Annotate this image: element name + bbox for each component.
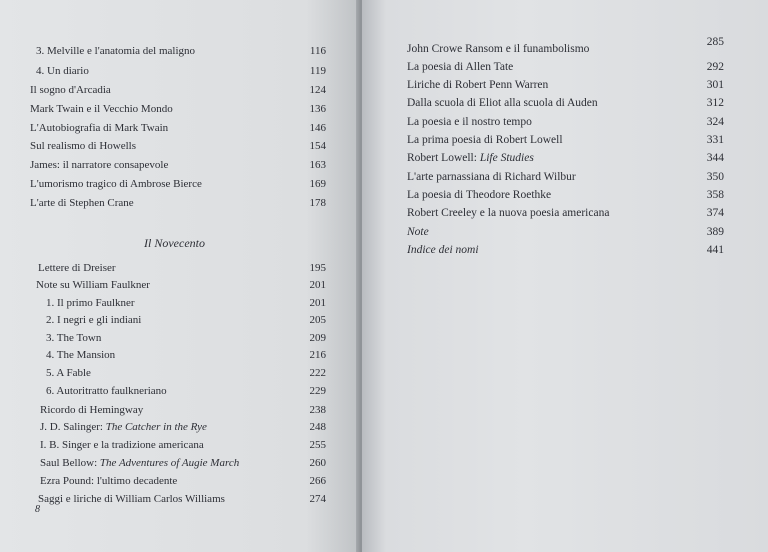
toc-entry-title xyxy=(46,367,91,379)
toc-entry-title xyxy=(407,61,513,73)
toc-entry-title-text: La prima poesia di Robert Lowell xyxy=(407,134,563,146)
toc-entry-title xyxy=(30,122,168,134)
toc-entry-title xyxy=(40,421,207,433)
toc-entry-page-number: 292 xyxy=(706,61,724,73)
toc-entry-title-italic: Note xyxy=(407,226,429,238)
toc-entry-title-text: J. D. Salinger: xyxy=(40,421,103,433)
toc-entry-page-number: 201 xyxy=(309,297,326,309)
toc-entry-title-text: 3. Melville e l'anatomia del maligno xyxy=(36,45,195,57)
toc-entry-title xyxy=(40,439,204,451)
toc-entry-title xyxy=(46,385,167,397)
toc-entry-title-text: La poesia di Allen Tate xyxy=(407,61,514,73)
toc-entry-title xyxy=(407,226,429,238)
toc-entry-title xyxy=(46,297,135,309)
toc-entry-title-text: Saggi e liriche di William Carlos Williams xyxy=(38,493,225,505)
toc-entry-page-number: 285 xyxy=(706,36,724,48)
toc-entry-title-text: 3. The Town xyxy=(46,332,102,344)
toc-entry-page-number: 255 xyxy=(309,439,326,451)
toc-entry-title-text: Note su William Faulkner xyxy=(36,279,150,291)
toc-entry-title xyxy=(407,97,598,109)
toc-entry-title-text: Liriche di Robert Penn Warren xyxy=(407,79,549,91)
toc-entry-page-number: 119 xyxy=(309,65,326,77)
toc-entry-title-italic: Indice dei nomi xyxy=(407,244,479,256)
toc-entry-title-text: Lettere di Dreiser xyxy=(38,262,116,274)
toc-entry-title xyxy=(40,475,177,487)
toc-entry-title xyxy=(407,134,563,146)
toc-entry-title xyxy=(30,140,136,152)
toc-entry-title-text: L'Autobiografia di Mark Twain xyxy=(30,122,169,134)
toc-entry-page-number: 344 xyxy=(706,152,724,164)
toc-entry-title-text: Dalla scuola di Eliot alla scuola di Auden xyxy=(407,97,598,109)
toc-entry-page-number: 205 xyxy=(309,314,326,326)
toc-entry-title xyxy=(36,65,89,77)
toc-entry-title xyxy=(407,171,576,183)
toc-entry-page-number: 324 xyxy=(706,116,724,128)
toc-entry-title xyxy=(40,457,239,469)
toc-entry-page-number: 116 xyxy=(309,45,326,57)
toc-entry-title-text: Saul Bellow: xyxy=(40,457,98,469)
toc-entry-title xyxy=(40,404,143,416)
toc-entry-page-number: 350 xyxy=(706,171,724,183)
toc-entry-title-text: John Crowe Ransom e il funambolismo xyxy=(407,43,590,55)
toc-entry-title xyxy=(30,159,168,171)
toc-entry-title-text: Il sogno d'Arcadia xyxy=(30,84,111,96)
toc-entry-title xyxy=(30,103,173,115)
toc-entry-title xyxy=(407,207,609,219)
toc-entry-page-number: 169 xyxy=(309,178,326,190)
toc-entry-title-italic: The Catcher in the Rye xyxy=(105,421,207,433)
toc-entry-title-text: L'arte parnassiana di Richard Wilbur xyxy=(407,171,576,183)
toc-entry-page-number: 374 xyxy=(706,207,724,219)
toc-entry-title xyxy=(407,244,479,256)
toc-entry-title xyxy=(407,189,551,201)
toc-entry-title-text: Robert Lowell: xyxy=(407,152,477,164)
toc-entry-title-text: Ricordo di Hemingway xyxy=(40,404,144,416)
toc-entry-page-number: 274 xyxy=(309,493,326,505)
toc-entry-title-italic: The Adventures of Augie March xyxy=(99,457,240,469)
toc-entry-title xyxy=(407,152,534,164)
toc-entry-page-number: 201 xyxy=(309,279,326,291)
toc-entry-page-number: 389 xyxy=(706,226,724,238)
toc-entry-title xyxy=(46,349,115,361)
toc-entry-page-number: 248 xyxy=(309,421,326,433)
toc-entry-title xyxy=(30,84,111,96)
toc-entry-title-text: I. B. Singer e la tradizione americana xyxy=(40,439,204,451)
toc-entry-title-text: Sul realismo di Howells xyxy=(30,140,137,152)
toc-entry-page-number: 136 xyxy=(309,103,326,115)
toc-entry-page-number: 238 xyxy=(309,404,326,416)
toc-entry-title-text: Ezra Pound: l'ultimo decadente xyxy=(40,475,178,487)
toc-entry-page-number: 266 xyxy=(309,475,326,487)
toc-entry-title-text: La poesia di Theodore Roethke xyxy=(407,189,552,201)
toc-entry-page-number: 312 xyxy=(706,97,724,109)
toc-entry-title-text: La poesia e il nostro tempo xyxy=(407,116,532,128)
toc-entry-title-text: 4. The Mansion xyxy=(46,349,116,361)
toc-entry-title-text: 6. Autoritratto faulkneriano xyxy=(46,385,167,397)
toc-entry-title-text: Robert Creeley e la nuova poesia americana xyxy=(407,207,610,219)
toc-entry-page-number: 222 xyxy=(309,367,326,379)
toc-entry-title xyxy=(46,332,101,344)
toc-entry-title xyxy=(36,279,150,291)
right-page xyxy=(362,0,768,552)
toc-entry-page-number: 301 xyxy=(706,79,724,91)
toc-entry-title xyxy=(36,45,195,57)
toc-entry-title-text: L'arte di Stephen Crane xyxy=(30,197,134,209)
toc-entry-page-number: 178 xyxy=(309,197,326,209)
toc-entry-title-text: James: il narratore consapevole xyxy=(30,159,169,171)
toc-entry-title-text: 4. Un diario xyxy=(36,65,89,77)
toc-entry-page-number: 260 xyxy=(309,457,326,469)
toc-entry-page-number: 229 xyxy=(309,385,326,397)
toc-entry-title-text: Mark Twain e il Vecchio Mondo xyxy=(30,103,173,115)
toc-entry-page-number: 124 xyxy=(309,84,326,96)
toc-entry-page-number: 441 xyxy=(706,244,724,256)
toc-entry-title xyxy=(407,116,532,128)
toc-entry-page-number: 209 xyxy=(309,332,326,344)
toc-entry-title-text: 5. A Fable xyxy=(46,367,91,379)
toc-entry-page-number: 358 xyxy=(706,189,724,201)
toc-entry-title xyxy=(38,493,225,505)
toc-entry-page-number: 331 xyxy=(706,134,724,146)
toc-entry-title-text: L'umorismo tragico di Ambrose Bierce xyxy=(30,178,202,190)
toc-entry-page-number: 146 xyxy=(309,122,326,134)
toc-entry-title-text: 2. I negri e gli indiani xyxy=(46,314,142,326)
toc-entry-page-number: 154 xyxy=(309,140,326,152)
toc-entry-title xyxy=(46,314,141,326)
toc-entry-title-italic: Life Studies xyxy=(479,152,534,164)
toc-entry-title xyxy=(30,178,202,190)
toc-entry-page-number: 195 xyxy=(309,262,326,274)
section-heading: Il Novecento xyxy=(144,236,205,250)
toc-entry-title xyxy=(38,262,116,274)
toc-entry-title xyxy=(407,79,548,91)
left-page xyxy=(0,0,360,552)
toc-entry-page-number: 216 xyxy=(309,349,326,361)
toc-entry-title-text: 1. Il primo Faulkner xyxy=(46,297,135,309)
page-number-folio: 8 xyxy=(35,504,40,515)
toc-entry-page-number: 163 xyxy=(309,159,326,171)
toc-entry-title xyxy=(30,197,134,209)
toc-entry-title xyxy=(407,43,589,55)
